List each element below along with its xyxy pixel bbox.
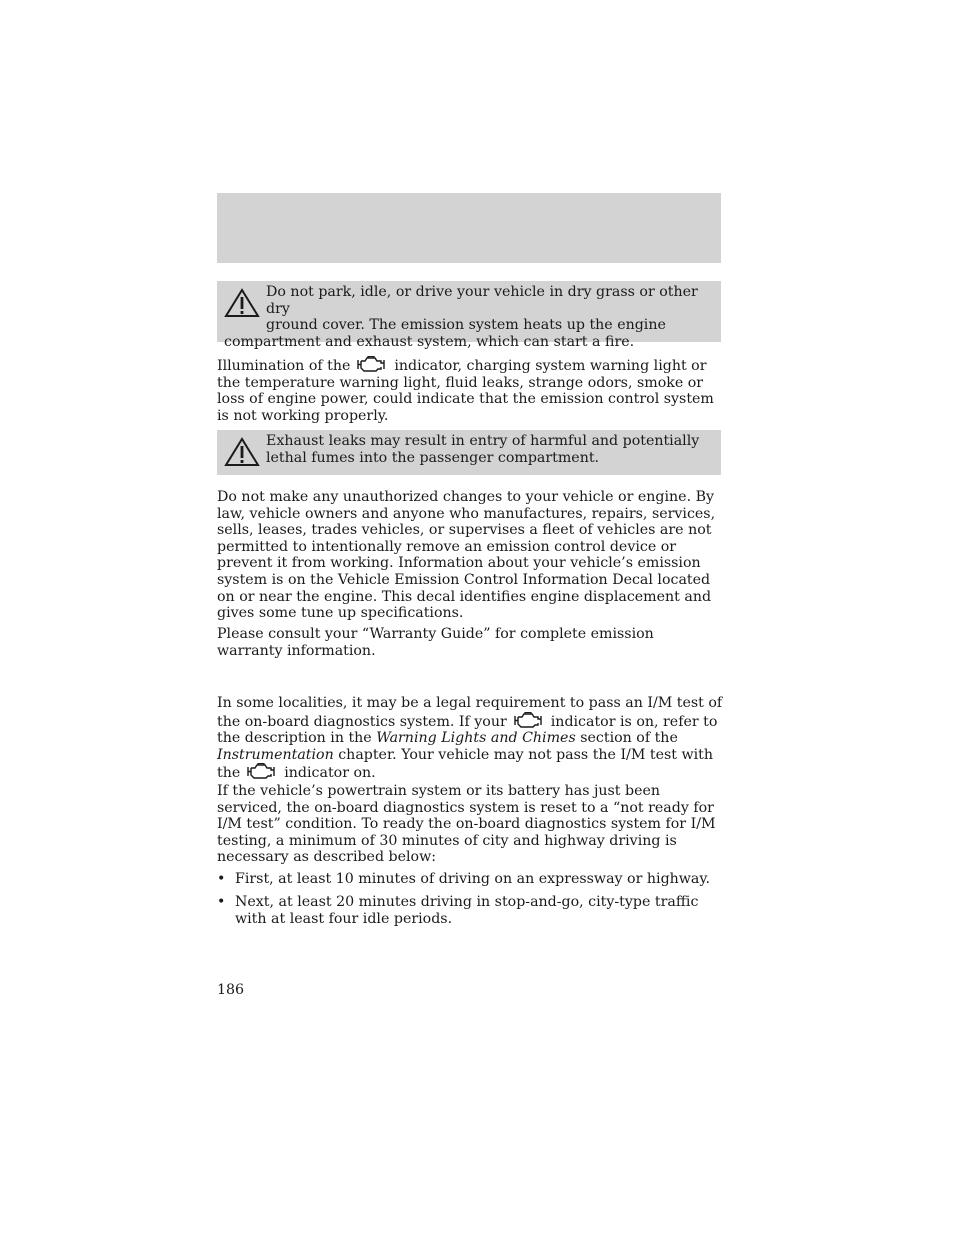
text-fragment: Illumination of the bbox=[217, 358, 351, 374]
list-item bbox=[217, 894, 723, 927]
list-item bbox=[217, 871, 723, 888]
check-engine-icon bbox=[354, 356, 390, 373]
paragraph-im-test bbox=[217, 695, 723, 782]
warning-box-fire bbox=[217, 281, 721, 350]
paragraph-illumination bbox=[217, 356, 723, 424]
list-item-text: Next, at least 20 minutes driving in stop-and-go, city-type traffic with at least four idle periods. bbox=[235, 894, 699, 927]
text-fragment: indicator on. bbox=[284, 765, 376, 782]
warning-text-line-1: Do not park, idle, or drive your vehicle in dry grass or other dry bbox=[266, 284, 698, 317]
warning-text-line-1: Exhaust leaks may result in entry of harmful and potentially bbox=[266, 433, 700, 449]
warning-text-line-2: ground cover. The emission system heats up the engine bbox=[266, 317, 666, 334]
text-fragment: indicator, charging system warning light or the temperature warning light, fluid leaks, strange odors, smoke or loss of engine power, could indicate that the emission control system is not working properly. bbox=[217, 358, 714, 424]
text-fragment: indicator is on, refer to the description in the bbox=[217, 713, 718, 747]
paragraph-unauthorized-changes: Do not make any unauthorized changes to your vehicle or engine. By law, vehicle owners and anyone who manufactures, repairs, services, sells, leases, trades vehicles, or supervises a fleet of vehicles are not permitted to intentionally remove an emission control device or prevent it from working. Information about your vehicle’s emission system is on the Vehicle Emission Control Information Decal located on or near the engine. This decal identifies engine displacement and gives some tune up specifications. bbox=[217, 489, 716, 622]
check-engine-icon bbox=[511, 712, 547, 729]
warning-text-line-3: compartment and exhaust system, which can start a fire. bbox=[224, 333, 635, 350]
text-fragment: In some localities, it may be a legal requirement to pass an I/M test of the on-board diagnostics system. If your bbox=[217, 695, 723, 730]
reference-instrumentation: Instrumentation bbox=[217, 746, 334, 763]
list-item-text: First, at least 10 minutes of driving on an expressway or highway. bbox=[235, 871, 711, 887]
bullet-marker: • bbox=[217, 871, 226, 887]
page-number: 186 bbox=[217, 982, 245, 998]
text-fragment: chapter. Your vehicle may not pass the I/M test with the bbox=[217, 746, 713, 782]
check-engine-icon bbox=[244, 763, 280, 780]
warning-triangle-icon bbox=[224, 437, 260, 467]
warning-text-line-2: lethal fumes into the passenger compartment. bbox=[266, 449, 600, 466]
paragraph-powertrain-reset: If the vehicle’s powertrain system or its battery has just been serviced, the on-board diagnostics system is reset to a “not ready for I/M test” condition. To ready the on-board diagnostics system for I/M testing, a minimum of 30 minutes of city and highway driving is necessary as described below: bbox=[217, 783, 716, 866]
warning-box-exhaust bbox=[217, 430, 721, 475]
bullet-marker: • bbox=[217, 894, 226, 910]
text-fragment: section of the bbox=[580, 730, 678, 747]
warning-triangle-icon bbox=[224, 288, 260, 318]
paragraph-warranty: Please consult your “Warranty Guide” for complete emission warranty information. bbox=[217, 626, 654, 659]
reference-warning-lights: Warning Lights and Chimes bbox=[376, 730, 576, 747]
section-header-band bbox=[217, 193, 721, 263]
